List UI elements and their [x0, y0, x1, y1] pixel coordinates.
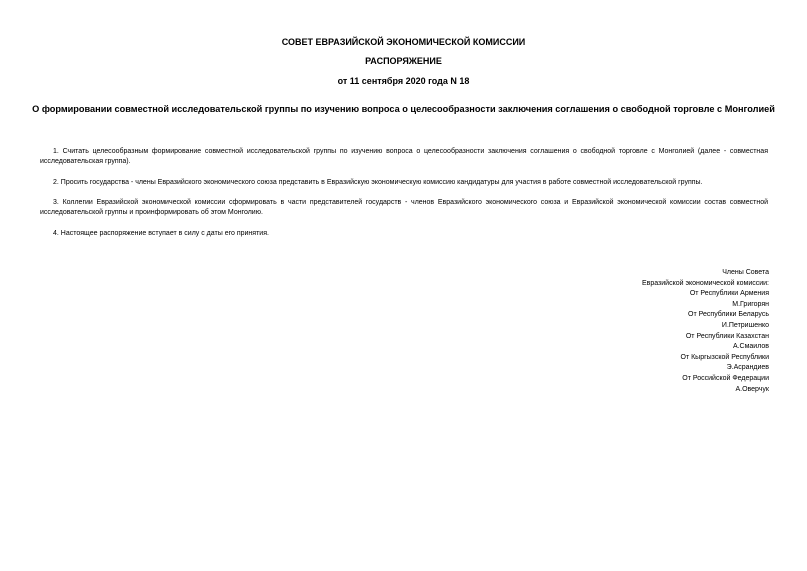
paragraph-4: 4. Настоящее распоряжение вступает в силу с даты его принятия. — [53, 230, 269, 237]
signature-subheading: Евразийской экономической комиссии: — [641, 279, 769, 287]
paragraph-1: 1. Считать целесообразным формирование совместной исследовательской группы по изучению вопроса о целесообразности заключения соглашения о свободной торговле с Монголией (далее - совместная исследовательская группа). — [40, 148, 768, 165]
signature-country: От Республики Казахстан — [685, 332, 769, 340]
signature-name: А.Оверчук — [735, 385, 769, 393]
document-date: от 11 сентября 2020 года N 18 — [337, 76, 470, 86]
document-type: РАСПОРЯЖЕНИЕ — [365, 56, 442, 66]
signature-country: От Российской Федерации — [682, 374, 769, 382]
signature-country: От Республики Армения — [689, 290, 769, 298]
document-title: О формировании совместной исследовательской группы по изучению вопроса о целесообразности заключения соглашения о свободной торговле с Монголией — [32, 104, 775, 114]
paragraph-3: 3. Коллегии Евразийской экономической комиссии сформировать в части представителей государств - членов Евразийского экономического союза и Евразийской экономической комиссии состав совместной исследовательской группы и проинформировать об этом Монголию. — [40, 199, 768, 216]
paragraph-2: 2. Просить государства - члены Евразийского экономического союза представить в Евразийскую экономическую комиссию кандидатуры для участия в работе совместной исследовательской группы. — [53, 179, 703, 186]
signature-block — [642, 268, 769, 395]
signature-name: Э.Асрандиев — [726, 364, 769, 372]
organization-title: СОВЕТ ЕВРАЗИЙСКОЙ ЭКОНОМИЧЕСКОЙ КОМИССИИ — [281, 37, 526, 47]
signature-heading: Члены Совета — [722, 269, 769, 276]
signature-name: А.Смаилов — [732, 343, 769, 351]
signature-country: От Республики Беларусь — [688, 311, 769, 319]
signature-name: И.Петришенко — [721, 321, 769, 329]
signature-country: От Кыргызской Республики — [680, 353, 769, 361]
signature-name: М.Григорян — [732, 300, 769, 308]
